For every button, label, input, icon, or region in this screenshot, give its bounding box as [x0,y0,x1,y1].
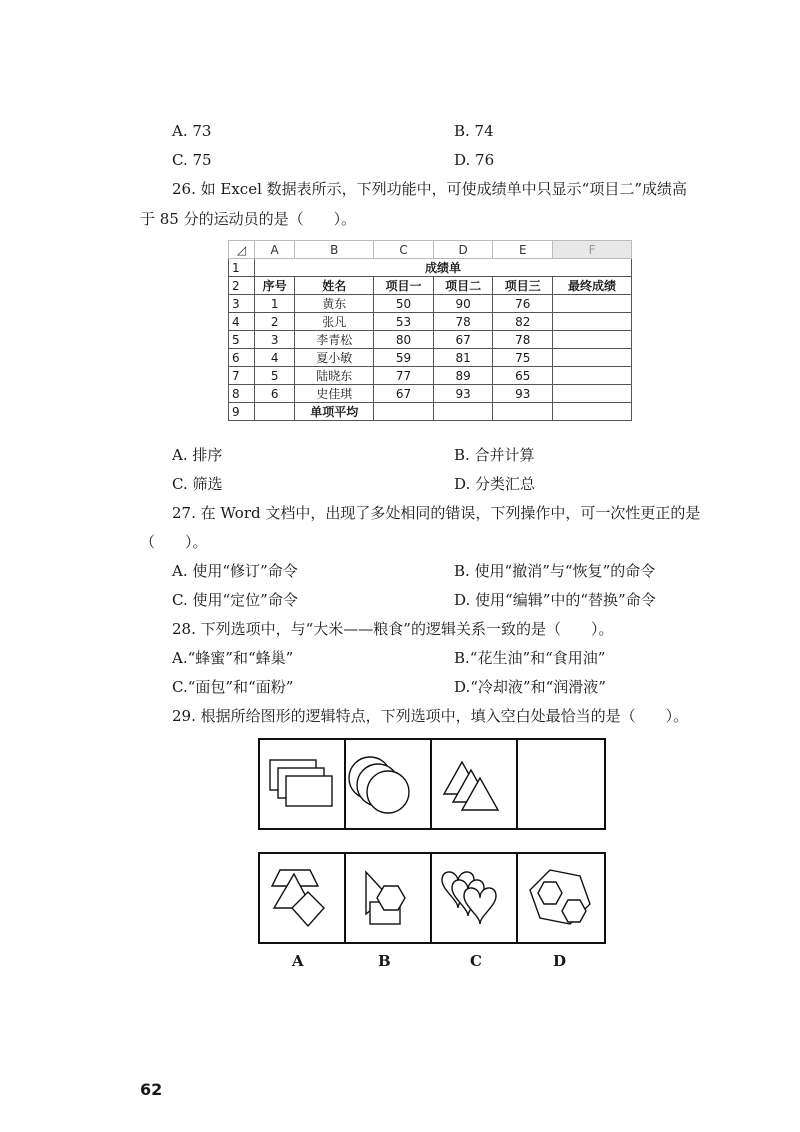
cell: 76 [493,295,553,313]
cell: 50 [374,295,434,313]
q25-option-a: A. 73 [172,122,212,140]
q28-option-a: A.“蜂蜜”和“蜂巢” [172,649,294,667]
col-header: D [433,241,493,259]
table-row [229,331,632,349]
table-row [229,403,632,421]
cell: 93 [493,385,553,403]
row-number: 3 [229,295,255,313]
q28-option-b: B.“花生油”和“食用油” [454,649,606,667]
cell [433,403,493,421]
overlapping-rectangles-shape [270,760,332,806]
cell: 75 [493,349,553,367]
q27-option-d: D. 使用“编辑”中的“替换”命令 [454,591,656,609]
cell: 78 [493,331,553,349]
q29-option-figures [258,852,606,944]
q29-question-figures [258,738,606,830]
header-cell: 项目一 [374,277,434,295]
cell: 82 [493,313,553,331]
cell: 89 [433,367,493,385]
cell: 单项平均 [295,403,374,421]
q27-option-c: C. 使用“定位”命令 [172,591,298,609]
row-number: 1 [229,259,255,277]
cell [553,331,632,349]
cell: 67 [374,385,434,403]
table-row [229,313,632,331]
cell: 史佳琪 [295,385,374,403]
option-d-hexagons-shape [530,870,590,924]
header-cell: 最终成绩 [553,277,632,295]
q27-stem-line2: （ ）。 [140,533,208,551]
q26-option-c: C. 筛选 [172,475,223,493]
q27-stem-line1: 27. 在 Word 文档中，出现了多处相同的错误，下列操作中，可一次性更正的是 [172,504,701,522]
q26-stem-line1: 26. 如 Excel 数据表所示，下列功能中，可使成绩单中只显示“项目二”成绩高 [172,180,687,198]
header-cell: 序号 [255,277,295,295]
col-header: A [255,241,295,259]
cell: 1 [255,295,295,313]
q28-stem: 28. 下列选项中，与“大米——粮食”的逻辑关系一致的是（ ）。 [172,620,614,638]
q26-option-b: B. 合并计算 [454,446,535,464]
option-c-hearts-shape [442,872,496,924]
row-number: 8 [229,385,255,403]
cell: 67 [433,331,493,349]
q29-stem: 29. 根据所给图形的逻辑特点，下列选项中，填入空白处最恰当的是（ ）。 [172,707,689,725]
row-number: 6 [229,349,255,367]
q25-option-d: D. 76 [454,151,495,169]
sheet-corner: ◿ [229,241,255,259]
option-label-a: A [292,952,304,970]
row-number: 5 [229,331,255,349]
q26-stem-line2: 于 85 分的运动员的是（ ）。 [140,210,357,228]
cell: 夏小敏 [295,349,374,367]
cell: 张凡 [295,313,374,331]
cell [255,403,295,421]
option-a-shape [272,870,324,926]
q25-option-c: C. 75 [172,151,212,169]
option-label-c: C [470,952,482,970]
cell: 李青松 [295,331,374,349]
q27-option-a: A. 使用“修订”命令 [172,562,298,580]
cell: 90 [433,295,493,313]
header-cell: 项目二 [433,277,493,295]
table-row [229,367,632,385]
cell [553,403,632,421]
cell: 5 [255,367,295,385]
cell: 78 [433,313,493,331]
table-row [229,295,632,313]
cell [553,367,632,385]
header-cell: 姓名 [295,277,374,295]
cell: 77 [374,367,434,385]
cell: 80 [374,331,434,349]
cell [553,385,632,403]
cell: 黄东 [295,295,374,313]
row-number: 9 [229,403,255,421]
option-b-shape [366,872,405,924]
row-number: 7 [229,367,255,385]
cell: 53 [374,313,434,331]
cell [553,295,632,313]
table-row [229,349,632,367]
cell: 陆晓东 [295,367,374,385]
col-header: F [553,241,632,259]
cell: 81 [433,349,493,367]
q28-option-c: C.“面包”和“面粉” [172,678,294,696]
cell: 6 [255,385,295,403]
col-header: B [295,241,374,259]
q26-option-a: A. 排序 [172,446,223,464]
cell [553,313,632,331]
cell: 4 [255,349,295,367]
cell: 3 [255,331,295,349]
row-number: 2 [229,277,255,295]
cell: 93 [433,385,493,403]
sheet-title: 成绩单 [255,259,632,277]
cell: 65 [493,367,553,385]
header-cell: 项目三 [493,277,553,295]
row-number: 4 [229,313,255,331]
q27-option-b: B. 使用“撤消”与“恢复”的命令 [454,562,656,580]
cell: 2 [255,313,295,331]
q26-option-d: D. 分类汇总 [454,475,536,493]
col-header: C [374,241,434,259]
q28-option-d: D.“冷却液”和“润滑液” [454,678,606,696]
q25-option-b: B. 74 [454,122,494,140]
cell [553,349,632,367]
cell [493,403,553,421]
cell: 59 [374,349,434,367]
option-label-d: D [553,952,567,970]
page-number: 62 [140,1080,163,1099]
excel-score-table [228,240,632,421]
cell [374,403,434,421]
col-header: E [493,241,553,259]
option-label-b: B [378,952,391,970]
overlapping-circles-shape [349,757,409,813]
table-row [229,385,632,403]
overlapping-triangles-shape [444,762,498,810]
